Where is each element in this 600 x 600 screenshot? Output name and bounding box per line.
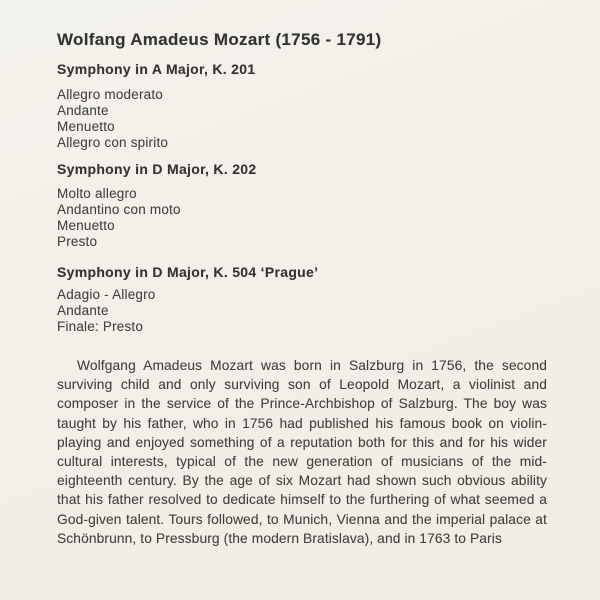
movement: Andante — [57, 103, 109, 118]
movement: Allegro moderato — [57, 87, 164, 102]
movement-list — [57, 186, 547, 250]
movement: Andante — [57, 303, 109, 318]
page-content — [57, 30, 547, 548]
biography-paragraph: Wolfgang Amadeus Mozart was born in Salzburg in 1756, the second surviving child and only surviving son of Leopold Mozart, a violinist and composer in the service of the Prince-Archbishop of Salzburg. The boy was taught by his father, who in 1756 had published his famous book on violin-playing and enjoyed something of a reputation both for this and for his wider cultural interests, typical of the new generation of musicians of the mid-eighteenth century. By the age of six Mozart had shown such obvious ability that his father resolved to dedicate himself to the furthering of what seemed a God-given talent. Tours followed, to Munich, Vienna and the imperial palace at Schönbrunn, to Pressburg (the modern Bratislava), and in 1763 to Paris — [57, 358, 547, 546]
page-title: Wolfang Amadeus Mozart (1756 - 1791) — [57, 30, 382, 49]
movement: Menuetto — [57, 218, 115, 233]
work-section-k504-prague — [57, 264, 547, 335]
movement: Menuetto — [57, 119, 115, 134]
work-section-k201 — [57, 61, 547, 151]
movement-list — [57, 87, 547, 151]
movement: Allegro con spirito — [57, 135, 169, 150]
movement-list — [57, 287, 547, 335]
movement: Molto allegro — [57, 186, 137, 201]
work-heading: Symphony in D Major, K. 202 — [57, 161, 257, 177]
movement: Andantino con moto — [57, 202, 181, 217]
movement: Presto — [57, 234, 98, 249]
work-heading: Symphony in D Major, K. 504 ‘Prague’ — [57, 264, 319, 280]
work-section-k202 — [57, 161, 547, 250]
movement: Adagio - Allegro — [57, 287, 156, 302]
work-heading: Symphony in A Major, K. 201 — [57, 61, 256, 77]
movement: Finale: Presto — [57, 319, 144, 334]
